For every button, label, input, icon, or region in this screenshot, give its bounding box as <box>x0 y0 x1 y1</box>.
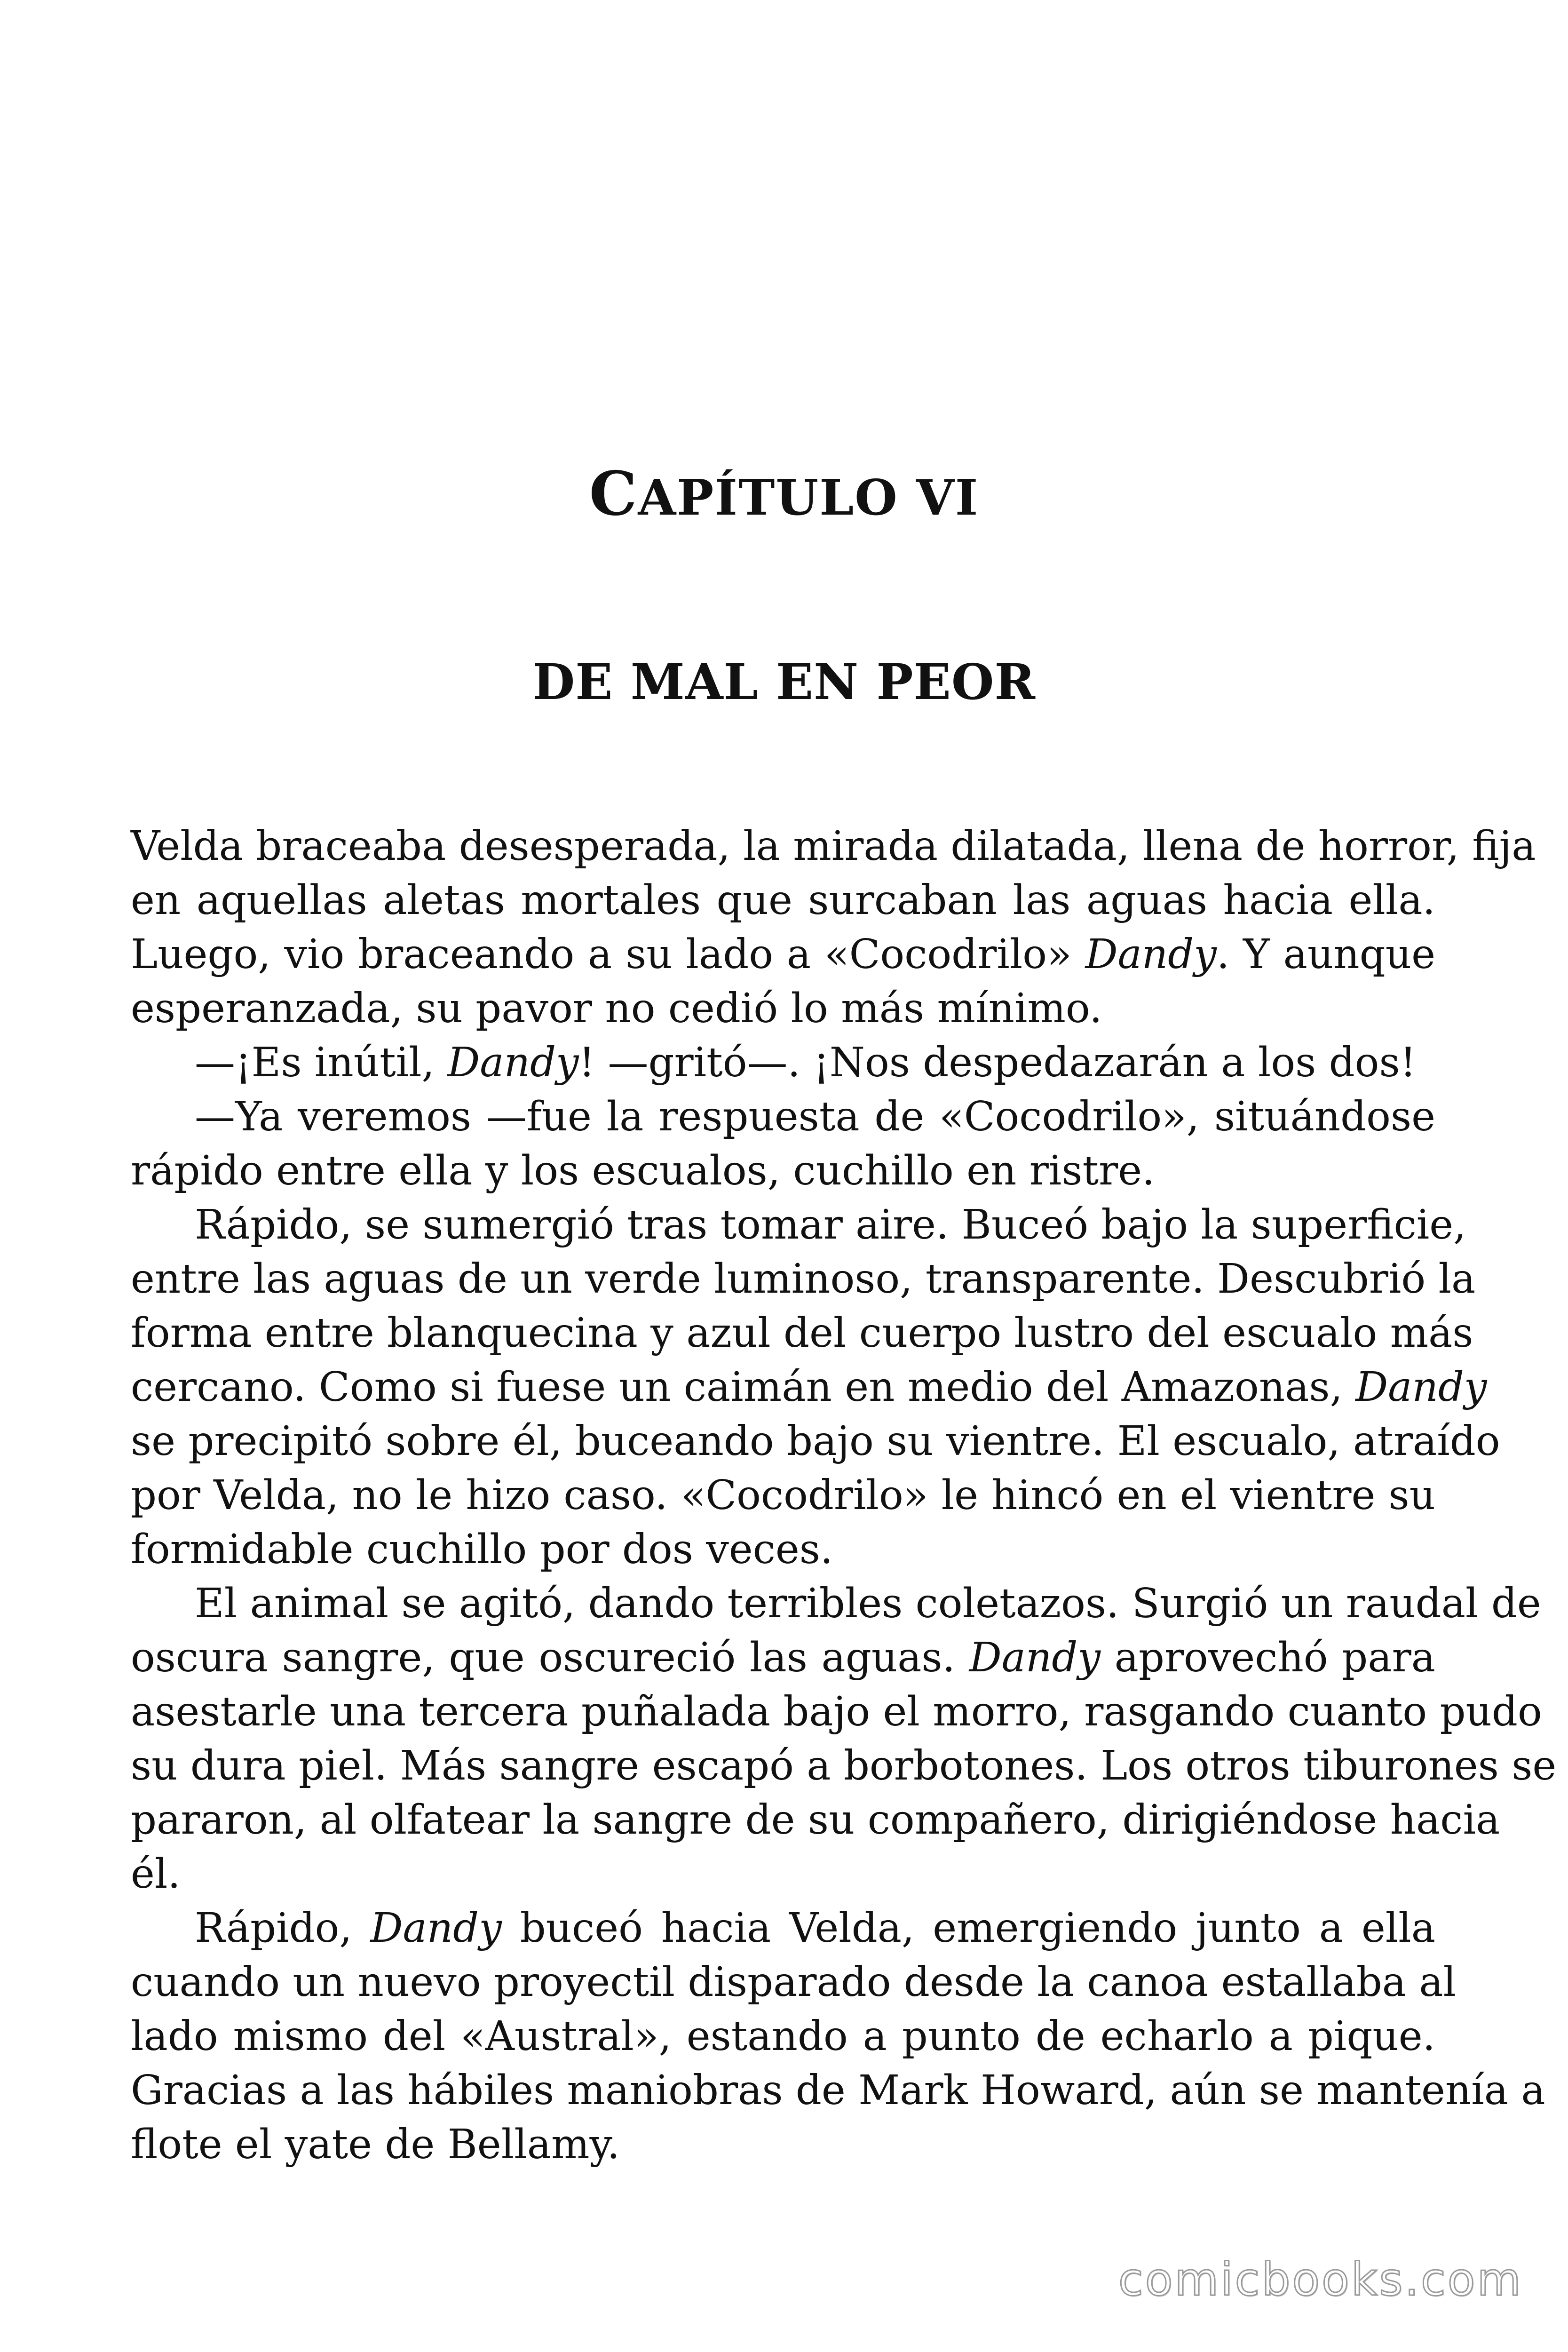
italic-name: Dandy <box>1355 1364 1487 1411</box>
text-segment: él. <box>131 1851 181 1898</box>
text-segment: oscura sangre, que oscureció las aguas. <box>131 1634 969 1681</box>
text-line <box>131 874 1435 928</box>
text-segment: cercano. Como si fuese un caimán en medio del Amazonas, <box>131 1364 1356 1411</box>
text-segment: El animal se agitó, dando terribles coletazos. Surgió un raudal de <box>195 1580 1541 1627</box>
text-line <box>131 1847 1435 1901</box>
text-segment: entre las aguas de un verde luminoso, transparente. Descubrió la <box>131 1255 1476 1303</box>
text-line <box>131 819 1536 874</box>
text-segment: Rápido, <box>195 1905 371 1952</box>
text-line <box>131 2118 1435 2172</box>
italic-name: Dandy <box>969 1634 1101 1681</box>
text-segment: esperanzada, su pavor no cedió lo más mínimo. <box>131 985 1102 1032</box>
italic-name: Dandy <box>447 1039 579 1086</box>
text-line <box>131 1306 1473 1360</box>
text-segment: —Ya veremos —fue la respuesta de «Cocodrilo», situándose <box>195 1093 1435 1140</box>
italic-name: Dandy <box>1085 931 1217 978</box>
text-line <box>131 1739 1557 1793</box>
text-line <box>131 2010 1435 2064</box>
text-segment: Luego, vio braceando a su lado a «Cocodrilo» <box>131 931 1085 978</box>
text-segment: flote el yate de Bellamy. <box>131 2121 620 2168</box>
text-segment: asestarle una tercera puñalada bajo el morro, rasgando cuanto pudo <box>131 1688 1542 1735</box>
dialogue-line <box>131 1036 1435 1090</box>
text-line <box>131 1901 1435 1955</box>
text-body <box>131 819 1557 2172</box>
text-segment: cuando un nuevo proyectil disparado desde la canoa estallaba al <box>131 1959 1457 2006</box>
text-segment: Velda braceaba desesperada, la mirada dilatada, llena de horror, fija <box>131 823 1536 870</box>
text-line <box>131 2064 1545 2118</box>
text-segment: . Y aunque <box>1216 931 1435 978</box>
italic-name: Dandy <box>370 1905 502 1952</box>
text-segment: aprovechó para <box>1100 1634 1436 1681</box>
text-segment: pararon, al olfatear la sangre de su compañero, dirigiéndose hacia <box>131 1796 1500 1843</box>
text-line <box>131 1144 1435 1198</box>
text-segment: su dura piel. Más sangre escapó a borbotones. Los otros tiburones se <box>131 1742 1557 1789</box>
chapter-heading-initial: C <box>589 459 638 529</box>
chapter-heading <box>0 454 1568 538</box>
text-line <box>131 1793 1500 1847</box>
text-line <box>131 1631 1435 1685</box>
text-segment: formidable cuchillo por dos veces. <box>131 1526 833 1573</box>
text-line <box>131 1955 1457 2010</box>
text-segment: ! —gritó—. ¡Nos despedazarán a los dos! <box>578 1039 1417 1086</box>
text-segment: se precipitó sobre él, buceando bajo su vientre. El escualo, atraído <box>131 1418 1500 1465</box>
dialogue-line <box>131 1090 1435 1144</box>
text-line <box>131 1360 1487 1414</box>
text-line <box>131 928 1435 982</box>
text-segment: forma entre blanquecina y azul del cuerpo lustro del escualo más <box>131 1310 1473 1357</box>
chapter-heading-rest: APÍTULO VI <box>638 469 979 526</box>
text-segment: en aquellas aletas mortales que surcaban las aguas hacia ella. <box>131 877 1435 924</box>
text-line <box>131 982 1435 1036</box>
text-line <box>131 1577 1541 1631</box>
text-line <box>131 1685 1542 1739</box>
text-segment: lado mismo del «Austral», estando a punto de echarlo a pique. <box>131 2013 1435 2060</box>
text-line <box>131 1198 1466 1252</box>
text-segment: —¡Es inútil, <box>195 1039 448 1086</box>
watermark: comicbooks.com <box>1118 2253 1523 2306</box>
text-segment: por Velda, no le hizo caso. «Cocodrilo» le hincó en el vientre su <box>131 1472 1435 1519</box>
text-line <box>131 1414 1500 1469</box>
text-segment: Rápido, se sumergió tras tomar aire. Buceó bajo la superficie, <box>195 1201 1466 1248</box>
text-line <box>131 1252 1476 1306</box>
text-line <box>131 1523 1435 1577</box>
text-line <box>131 1469 1435 1523</box>
text-segment: buceó hacia Velda, emergiendo junto a ella <box>501 1905 1435 1952</box>
text-segment: Gracias a las hábiles maniobras de Mark Howard, aún se mantenía a <box>131 2067 1545 2114</box>
text-segment: rápido entre ella y los escualos, cuchillo en ristre. <box>131 1147 1155 1194</box>
chapter-title: DE MAL EN PEOR <box>532 653 1036 711</box>
